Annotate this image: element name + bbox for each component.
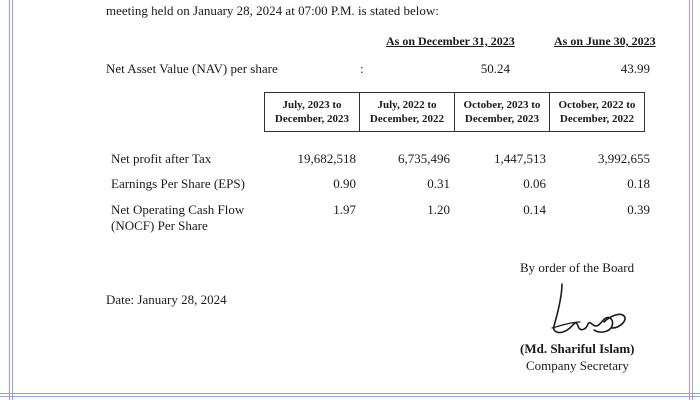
nav-value-jun-2023: 43.99 — [620, 61, 650, 76]
margin-line-blue-right — [692, 0, 693, 400]
by-order-text: By order of the Board — [520, 260, 635, 275]
period-header-cell: October, 2023 to December, 2023 — [455, 93, 550, 132]
table-cell: 0.14 — [523, 202, 546, 217]
nav-value-dec-2023: 50.24 — [480, 61, 510, 76]
nav-label: Net Asset Value (NAV) per share — [106, 61, 278, 76]
signature-image — [540, 282, 640, 342]
nav-separator: : — [360, 61, 364, 76]
margin-line-red-left — [9, 0, 10, 400]
table-cell: 0.18 — [627, 176, 650, 191]
margin-line-blue-bottom — [0, 396, 700, 397]
row-label-nocf-line2: (NOCF) Per Share — [111, 218, 208, 233]
table-cell: 0.06 — [523, 176, 546, 191]
period-header-cell: October, 2022 to December, 2022 — [550, 93, 645, 132]
row-label-nocf: Net Operating Cash Flow — [111, 202, 245, 217]
period-header-table — [264, 92, 645, 132]
margin-line-red-bottom — [0, 393, 700, 394]
table-cell: 0.39 — [627, 202, 650, 217]
nav-col2-header: As on June 30, 2023 — [554, 34, 656, 48]
date-text: Date: January 28, 2024 — [106, 292, 227, 307]
intro-text: meeting held on January 28, 2024 at 07:00 P.M. is stated below: — [106, 3, 439, 18]
signatory-name: (Md. Shariful Islam) — [520, 341, 635, 356]
table-cell: 0.31 — [427, 176, 450, 191]
margin-line-blue-left — [12, 0, 13, 400]
table-cell: 19,682,518 — [297, 151, 356, 166]
margin-line-red-right — [689, 0, 690, 400]
table-cell: 0.90 — [333, 176, 356, 191]
row-label-net-profit: Net profit after Tax — [111, 151, 212, 166]
table-cell: 6,735,496 — [398, 151, 450, 166]
table-cell: 1.20 — [427, 202, 450, 217]
table-cell: 1,447,513 — [494, 151, 546, 166]
table-cell: 3,992,655 — [598, 151, 650, 166]
period-header-cell: July, 2022 to December, 2022 — [360, 93, 455, 132]
nav-col1-header: As on December 31, 2023 — [386, 34, 515, 48]
table-cell: 1.97 — [333, 202, 356, 217]
row-label-eps: Earnings Per Share (EPS) — [111, 176, 245, 191]
signatory-title: Company Secretary — [526, 358, 629, 373]
period-header-cell: July, 2023 to December, 2023 — [265, 93, 360, 132]
